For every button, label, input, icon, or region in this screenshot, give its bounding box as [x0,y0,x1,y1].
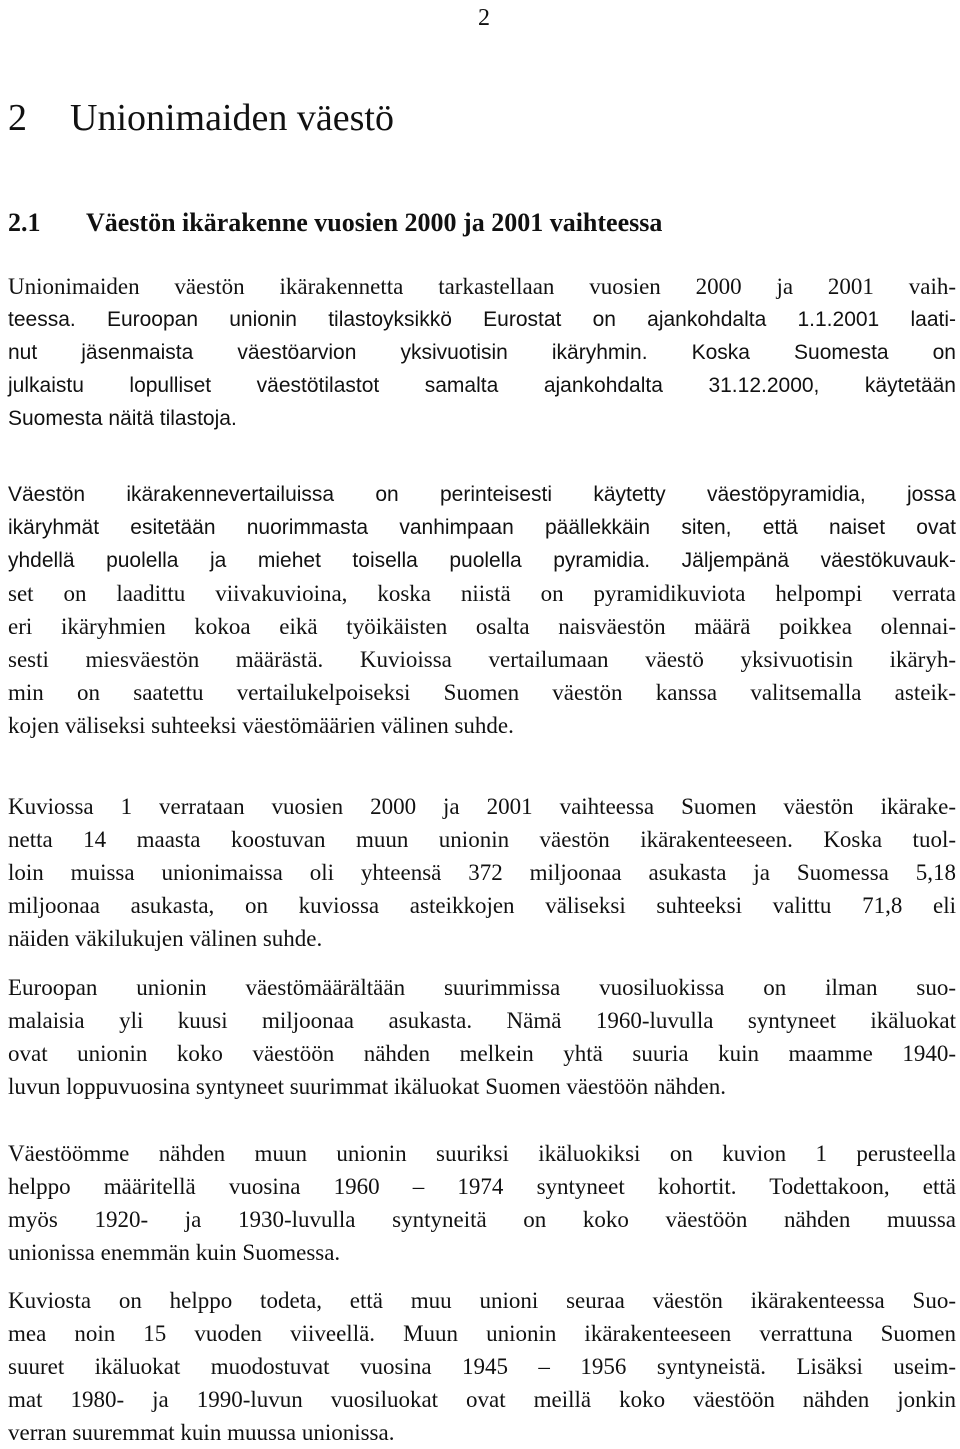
text-line: mea noin 15 vuoden viiveellä. Muun unionin ikärakenteeseen verrattuna Suomen [8,1321,956,1346]
text-line: loin muissa unionimaissa oli yhteensä 372 miljoonaa asukasta ja Suomessa 5,18 [8,860,956,885]
text-line: ovat unionin koko väestöön nähden melkein yhtä suuria kuin maamme 1940- [8,1041,956,1066]
paragraph-intro [8,270,956,435]
text-line: helppo määritellä vuosina 1960 – 1974 syntyneet kohortit. Todettakoon, että [8,1174,956,1199]
text-line: Suomesta näitä tilastoja. [8,407,237,430]
text-line: set on laadittu viivakuvioina, koska niistä on pyramidikuviota helpompi verrata [8,581,956,606]
text-line: verran suuremmat kuin muussa unionissa. [8,1420,395,1445]
paragraph-baby-boom [8,1137,956,1269]
paragraph-pyramid [8,478,956,742]
text-line: Kuviosta on helppo todeta, että muu unioni seuraa väestön ikärakenteessa Suo- [8,1288,956,1313]
text-line: miljoonaa asukasta, on kuviossa asteikkojen väliseksi suhteeksi valittu 71,8 eli [8,893,956,918]
text-line: suuret ikäluokat muodostuvat vuosina 1945 – 1956 syntyneistä. Lisäksi useim- [8,1354,956,1379]
text-line: Väestöömme nähden muun unionin suuriksi ikäluokiksi on kuvion 1 perusteella [8,1141,956,1166]
text-line: malaisia yli kuusi miljoonaa asukasta. Nämä 1960-luvulla syntyneet ikäluokat [8,1008,956,1033]
chapter-heading [8,95,394,141]
chapter-number: 2 [8,97,27,139]
text-line: unionissa enemmän kuin Suomessa. [8,1240,341,1265]
text-line: julkaistu lopulliset väestötilastot samalta ajankohdalta 31.12.2000, käytetään [8,374,956,397]
text-line: Euroopan unionin väestömäärältään suurimmissa vuosiluokissa on ilman suo- [8,975,956,1000]
paragraph-delay [8,1284,956,1449]
text-line: näiden väkilukujen välinen suhde. [8,926,323,951]
text-line: min on saatettu vertailukelpoiseksi Suomen väestön kanssa valitsemalla asteik- [8,680,956,705]
text-line: sesti miesväestön määrästä. Kuvioissa vertailumaan väestö yksivuotisin ikäryh- [8,647,956,672]
text-line: netta 14 maasta koostuvan muun unionin väestön ikärakenteeseen. Koska tuol- [8,827,956,852]
text-line: Väestön ikärakennevertailuissa on perinteisesti käytetty väestöpyramidia, jossa [8,483,956,506]
text-line: eri ikäryhmien kokoa eikä työikäisten osalta naisväestön määrä poikkea olennai- [8,614,956,639]
text-line: myös 1920- ja 1930-luvulla syntyneitä on koko väestöön nähden muussa [8,1207,956,1232]
page-number: 2 [478,5,490,31]
section-heading [8,207,662,239]
paragraph-largest-cohorts [8,971,956,1103]
text-line: luvun loppuvuosina syntyneet suurimmat ikäluokat Suomen väestöön nähden. [8,1074,727,1099]
text-line: yhdellä puolella ja miehet toisella puolella pyramidia. Jäljempänä väestökuvauk- [8,549,956,572]
text-line: teessa. Euroopan unionin tilastoyksikkö Eurostat on ajankohdalta 1.1.2001 laati- [8,308,956,331]
text-line: mat 1980- ja 1990-luvun vuosiluokat ovat meillä koko väestöön nähden jonkin [8,1387,956,1412]
section-number: 2.1 [8,208,41,237]
text-line: nut jäsenmaista väestöarvion yksivuotisin ikäryhmin. Koska Suomesta on [8,341,956,364]
text-line: ikäryhmät esitetään nuorimmasta vanhimpaan päällekkäin siten, että naiset ovat [8,516,956,539]
paragraph-figure1 [8,790,956,955]
text-line: kojen väliseksi suhteeksi väestömäärien välinen suhde. [8,713,514,738]
text-line: Kuviossa 1 verrataan vuosien 2000 ja 2001 vaihteessa Suomen väestön ikärake- [8,794,956,819]
chapter-title: Unionimaiden väestö [70,97,394,139]
text-line: Unionimaiden väestön ikärakennetta tarkastellaan vuosien 2000 ja 2001 vaih- [8,274,956,299]
section-title: Väestön ikärakenne vuosien 2000 ja 2001 vaihteessa [86,208,663,237]
